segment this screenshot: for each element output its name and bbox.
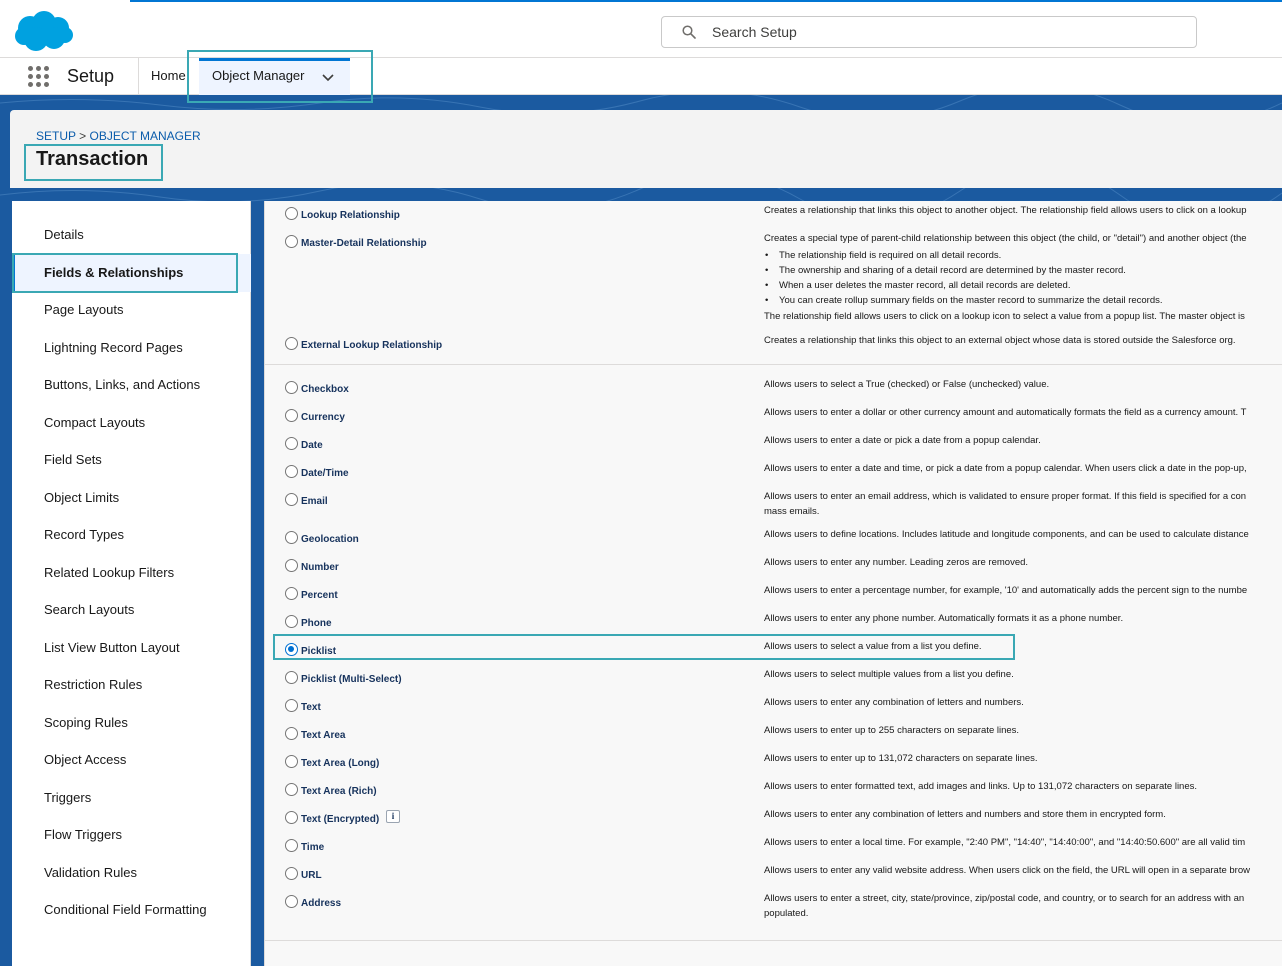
sidebar-item-buttons-links-actions[interactable]: Buttons, Links, and Actions (44, 377, 201, 392)
sidebar-item-flow-triggers[interactable]: Flow Triggers (44, 827, 123, 842)
field-type-desc-address: Allows users to enter a street, city, state/province, zip/postal code, and country, or to search for an address with an (764, 893, 1245, 904)
radio-url[interactable] (285, 867, 298, 880)
radio-picklist-multi-select[interactable] (285, 671, 298, 684)
sidebar-item-validation-rules[interactable]: Validation Rules (44, 865, 137, 880)
radio-text-area-rich[interactable] (285, 783, 298, 796)
field-type-desc-date-time: Allows users to enter a date and time, or pick a date from a popup calendar. When users click a date in the pop-up, (764, 463, 1247, 474)
radio-external-lookup-relationship[interactable] (285, 337, 298, 350)
field-type-desc-geolocation: Allows users to define locations. Includes latitude and longitude components, and can be used to calculate distance (764, 529, 1249, 540)
sidebar-item-object-limits[interactable]: Object Limits (44, 490, 120, 505)
radio-picklist[interactable] (285, 643, 298, 656)
nav-tab-object-manager[interactable] (199, 58, 350, 95)
nav-tab-home[interactable]: Home (151, 68, 186, 83)
search-setup-box[interactable] (661, 16, 1197, 48)
sidebar-item-lightning-record-pages[interactable]: Lightning Record Pages (44, 340, 183, 355)
sidebar-item-object-access[interactable]: Object Access (44, 752, 127, 767)
object-header (10, 110, 1282, 188)
radio-percent[interactable] (285, 587, 298, 600)
sidebar-item-conditional-field-formatting[interactable]: Conditional Field Formatting (44, 902, 207, 917)
sidebar-item-record-types[interactable]: Record Types (44, 527, 124, 542)
field-type-label-number[interactable]: Number (301, 562, 339, 573)
sidebar-item-fields-relationships[interactable]: Fields & Relationships (12, 254, 251, 292)
radio-text[interactable] (285, 699, 298, 712)
sidebar-item-page-layouts[interactable]: Page Layouts (44, 302, 124, 317)
field-type-label-time[interactable]: Time (301, 842, 325, 853)
radio-date-time[interactable] (285, 465, 298, 478)
radio-date[interactable] (285, 437, 298, 450)
field-type-desc-master-detail-note: The relationship field allows users to click on a lookup icon to select a value from a popup list. The master object is (764, 311, 1245, 322)
field-type-label-text-encrypted[interactable]: Text (Encrypted) (301, 814, 380, 825)
field-type-desc-text-area-long: Allows users to enter up to 131,072 characters on separate lines. (764, 753, 1038, 764)
field-type-desc-picklist-multi-select: Allows users to select multiple values from a list you define. (764, 669, 1014, 680)
radio-currency[interactable] (285, 409, 298, 422)
field-type-label-date-time[interactable]: Date/Time (301, 468, 349, 479)
field-type-desc-lookup-relationship: Creates a relationship that links this object to another object. The relationship field allows users to click on a lookup (764, 205, 1247, 216)
radio-email[interactable] (285, 493, 298, 506)
field-type-label-master-detail-relationship[interactable]: Master-Detail Relationship (301, 238, 427, 249)
field-type-desc-currency: Allows users to enter a dollar or other currency amount and automatically formats the field as a currency amount. T (764, 407, 1247, 418)
field-type-label-date[interactable]: Date (301, 440, 323, 451)
field-type-label-address[interactable]: Address (301, 898, 342, 909)
field-type-desc-url: Allows users to enter any valid website address. When users click on the field, the URL will open in a separate brow (764, 865, 1250, 876)
field-type-desc-master-detail-relationship: Creates a special type of parent-child relationship between this object (the child, or "detail") and another object (the (764, 233, 1247, 244)
field-type-desc-text-area-rich: Allows users to enter formatted text, add images and links. Up to 131,072 characters on separate lines. (764, 781, 1198, 792)
sidebar-item-compact-layouts[interactable]: Compact Layouts (44, 415, 146, 430)
master-detail-bullet: • The relationship field is required on all detail records. (767, 250, 1001, 261)
radio-address[interactable] (285, 895, 298, 908)
master-detail-bullet: • When a user deletes the master record, all detail records are deleted. (767, 280, 1071, 291)
field-type-desc-checkbox: Allows users to select a True (checked) or False (unchecked) value. (764, 379, 1050, 390)
object-sidebar (12, 201, 251, 966)
sidebar-item-field-sets[interactable]: Field Sets (44, 452, 102, 467)
breadcrumb-object-manager-link[interactable]: OBJECT MANAGER (89, 129, 201, 143)
field-type-desc-text: Allows users to enter any combination of letters and numbers. (764, 697, 1024, 708)
radio-checkbox[interactable] (285, 381, 298, 394)
breadcrumb-separator: > (79, 129, 87, 143)
field-type-desc-address-line2: populated. (764, 908, 809, 919)
app-navigation-bar (0, 58, 1282, 95)
field-type-label-text-area-rich[interactable]: Text Area (Rich) (301, 786, 377, 797)
radio-text-encrypted[interactable] (285, 811, 298, 824)
radio-number[interactable] (285, 559, 298, 572)
radio-geolocation[interactable] (285, 531, 298, 544)
sidebar-item-details[interactable]: Details (44, 227, 84, 242)
info-icon[interactable]: i (386, 810, 400, 823)
search-icon (682, 25, 696, 39)
section-divider (265, 940, 1282, 941)
field-type-label-checkbox[interactable]: Checkbox (301, 384, 349, 395)
radio-phone[interactable] (285, 615, 298, 628)
nav-divider (138, 58, 139, 95)
field-type-desc-date: Allows users to enter a date or pick a date from a popup calendar. (764, 435, 1041, 446)
field-type-label-text[interactable]: Text (301, 702, 321, 713)
field-type-desc-time: Allows users to enter a local time. For example, "2:40 PM", "14:40", "14:40:00", and "14:40:50.600" are all valid tim (764, 837, 1246, 848)
sidebar-item-search-layouts[interactable]: Search Layouts (44, 602, 135, 617)
app-name: Setup (67, 66, 115, 86)
field-type-desc-email-line2: mass emails. (764, 506, 820, 517)
field-type-label-geolocation[interactable]: Geolocation (301, 534, 359, 545)
radio-text-area-long[interactable] (285, 755, 298, 768)
field-type-desc-picklist: Allows users to select a value from a list you define. (764, 641, 982, 652)
field-type-label-currency[interactable]: Currency (301, 412, 345, 423)
page-title: Transaction (36, 148, 149, 170)
master-detail-bullet: • The ownership and sharing of a detail record are determined by the master record. (767, 265, 1126, 276)
global-header (0, 0, 1282, 58)
field-type-desc-phone: Allows users to enter any phone number. Automatically formats it as a phone number. (764, 613, 1124, 624)
radio-master-detail-relationship[interactable] (285, 235, 298, 248)
search-setup-input[interactable] (712, 17, 1182, 47)
field-type-selection-panel (264, 201, 1282, 966)
section-divider (265, 364, 1282, 365)
breadcrumb-setup-link[interactable]: SETUP (36, 129, 76, 143)
field-type-desc-number: Allows users to enter any number. Leading zeros are removed. (764, 557, 1029, 568)
sidebar-item-list-view-button-layout[interactable]: List View Button Layout (44, 640, 180, 655)
field-type-label-email[interactable]: Email (301, 496, 328, 507)
field-type-label-text-area-long[interactable]: Text Area (Long) (301, 758, 380, 769)
chevron-down-icon[interactable] (322, 74, 334, 82)
field-type-desc-percent: Allows users to enter a percentage number, for example, '10' and automatically adds the percent sign to the numbe (764, 585, 1248, 596)
field-type-desc-email: Allows users to enter an email address, which is validated to ensure proper format. If this field is specified for a con (764, 491, 1247, 502)
field-type-desc-text-encrypted: Allows users to enter any combination of letters and numbers and store them in encrypted form. (764, 809, 1166, 820)
field-type-label-text-area[interactable]: Text Area (301, 730, 346, 741)
app-launcher-icon[interactable] (28, 66, 50, 88)
salesforce-logo-icon[interactable] (14, 10, 74, 52)
field-type-label-picklist[interactable]: Picklist (301, 646, 337, 657)
radio-time[interactable] (285, 839, 298, 852)
field-type-label-percent[interactable]: Percent (301, 590, 338, 601)
nav-tab-object-manager-label: Object Manager (212, 68, 305, 83)
sidebar-item-triggers[interactable]: Triggers (44, 790, 92, 805)
sidebar-item-restriction-rules[interactable]: Restriction Rules (44, 677, 143, 692)
breadcrumb (36, 129, 201, 143)
field-type-desc-text-area: Allows users to enter up to 255 characters on separate lines. (764, 725, 1020, 736)
sidebar-item-related-lookup-filters[interactable]: Related Lookup Filters (44, 565, 175, 580)
field-type-label-url[interactable]: URL (301, 870, 322, 881)
sidebar-item-scoping-rules[interactable]: Scoping Rules (44, 715, 128, 730)
header-accent-line (130, 0, 1282, 2)
field-type-desc-external-lookup-relationship: Creates a relationship that links this object to an external object whose data is stored outside the Salesforce org. (764, 335, 1236, 346)
radio-lookup-relationship[interactable] (285, 207, 298, 220)
field-type-label-picklist-multi-select[interactable]: Picklist (Multi-Select) (301, 674, 402, 685)
field-type-label-lookup-relationship[interactable]: Lookup Relationship (301, 210, 400, 221)
field-type-label-phone[interactable]: Phone (301, 618, 332, 629)
field-type-label-external-lookup-relationship[interactable]: External Lookup Relationship (301, 340, 443, 351)
master-detail-bullet: • You can create rollup summary fields on the master record to summarize the detail records. (767, 295, 1163, 306)
radio-text-area[interactable] (285, 727, 298, 740)
